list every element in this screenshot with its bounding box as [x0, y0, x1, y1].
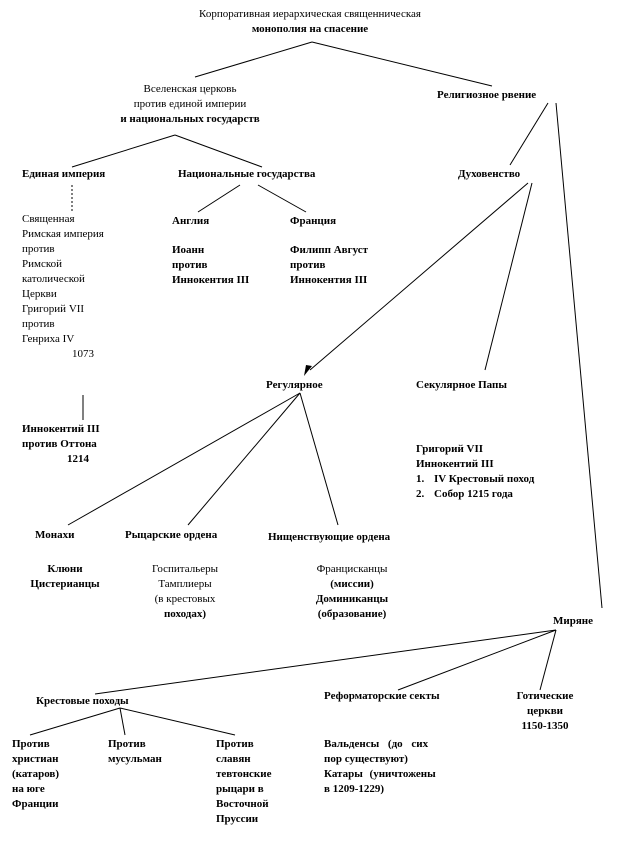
knights-line: Госпитальеры	[151, 563, 219, 575]
mendicant-line: (образование)	[317, 608, 387, 620]
crusade-line: Франции	[12, 798, 59, 810]
reform-details	[324, 737, 454, 797]
church-line3: и национальных государств	[120, 113, 260, 125]
connector-regular-mendicant	[300, 393, 338, 525]
popes-list	[416, 442, 534, 502]
knights-line: походах)	[163, 608, 207, 620]
connector-zeal-laity	[556, 103, 602, 608]
crusade-line: Восточной	[216, 798, 269, 810]
connector-root-church	[195, 42, 312, 77]
england-line: Иннокентия III	[172, 274, 250, 286]
connector-zeal-clergy	[510, 103, 548, 165]
pope-item	[416, 472, 534, 487]
empire-line: против	[22, 243, 55, 255]
pope-item-num: 2.	[416, 488, 425, 500]
connector-laity-reform	[398, 630, 556, 690]
laity-title: Миряне	[553, 615, 594, 627]
church-line2: против единой империи	[133, 98, 247, 110]
france-line: Иннокентия III	[290, 274, 368, 286]
crusade-line: Против	[108, 738, 146, 750]
mendicant-line: Францисканцы	[316, 563, 388, 575]
root-line1: Корпоративная иерархическая священническая	[199, 8, 421, 20]
connector-laity-crusades	[95, 630, 556, 694]
empire-line: против	[22, 318, 55, 330]
root-line2: монополия на спасение	[251, 23, 369, 35]
crusade-line: Пруссии	[216, 813, 259, 825]
monks-title: Монахи	[35, 529, 75, 541]
empire-details	[22, 212, 104, 362]
crusade-line: тевтонские	[216, 768, 272, 780]
france-line: против	[290, 259, 326, 271]
crusade-line: Против	[12, 738, 50, 750]
secular-clergy: Секулярное Папы	[416, 379, 507, 391]
empire-line: Григорий VII	[22, 303, 85, 315]
england-node	[172, 214, 249, 288]
church-line1: Вселенская церковь	[143, 83, 237, 95]
connector-laity-gothic	[540, 630, 556, 690]
reform-title: Реформаторские секты	[324, 690, 440, 702]
connector-national-france	[258, 185, 306, 212]
reform-line: Вальденсы (до сих	[324, 738, 429, 750]
connector-church-national	[175, 135, 262, 167]
religious-zeal-node: Религиозное рвение	[437, 89, 537, 101]
monks-line: Цистерианцы	[30, 578, 100, 590]
innocent-year: 1214	[67, 453, 89, 465]
gothic-line: церкви	[527, 705, 563, 717]
innocent-line: против Оттона	[22, 438, 97, 450]
connector-national-england	[198, 185, 240, 212]
gothic-line: Готические	[516, 690, 574, 702]
crusade-line: Против	[216, 738, 254, 750]
monks-details	[10, 562, 120, 592]
pope-item-text: Собор 1215 года	[434, 488, 513, 500]
reform-line: в 1209-1229)	[324, 783, 385, 795]
regular-clergy: Регулярное	[266, 379, 323, 391]
empire-line: Священная	[22, 213, 75, 225]
crusade-muslims	[108, 737, 162, 767]
mendicant-line: Доминиканцы	[315, 593, 389, 605]
connector-crusades-muslims	[120, 708, 125, 735]
crusade-christians	[12, 737, 59, 812]
england-title: Англия	[172, 215, 210, 227]
mendicant-title: Нищенствующие ордена	[268, 531, 391, 543]
national-title: Национальные государства	[178, 168, 316, 180]
pope-line: Иннокентий III	[416, 458, 494, 470]
monks-line: Клюни	[47, 563, 83, 575]
connector-root-zeal	[312, 42, 492, 86]
crusade-line: мусульман	[108, 753, 162, 765]
connector-regular-knights	[188, 393, 300, 525]
church-node	[80, 82, 300, 127]
france-line: Филипп Август	[290, 244, 369, 256]
reform-line: Катары (уничтожены	[324, 768, 436, 780]
empire-line: католической	[22, 273, 85, 285]
innocent-line: Иннокентий III	[22, 423, 100, 435]
crusade-line: славян	[216, 753, 251, 765]
connector-regular-monks	[68, 393, 300, 525]
knights-title: Рыцарские ордена	[125, 529, 218, 541]
knights-line: (в крестовых	[154, 593, 216, 605]
empire-line: Римской	[22, 258, 63, 270]
empire-year: 1073	[72, 348, 94, 360]
clergy-title: Духовенство	[458, 168, 521, 180]
england-line: против	[172, 259, 208, 271]
gothic-node	[500, 689, 590, 734]
crusade-line: рыцари в	[216, 783, 264, 795]
empire-line: Генриха IV	[22, 333, 75, 345]
pope-line: Григорий VII	[416, 443, 484, 455]
pope-item-num: 1.	[416, 473, 425, 485]
empire-line: Церкви	[22, 288, 57, 300]
crusade-slavs	[216, 737, 272, 827]
connector-church-empire	[72, 135, 175, 167]
crusades-title: Крестовые походы	[36, 695, 129, 707]
france-node	[290, 214, 368, 288]
connector-crusades-christians	[30, 708, 120, 735]
pope-item-text: IV Крестовый поход	[434, 473, 535, 485]
empire-title: Единая империя	[22, 168, 106, 180]
crusade-line: на юге	[12, 783, 45, 795]
england-line: Иоанн	[172, 244, 205, 256]
arrowhead-regular	[304, 365, 312, 376]
reform-line: пор существуют)	[324, 753, 408, 765]
knights-details	[130, 562, 240, 622]
mendicant-line: (миссии)	[330, 578, 374, 590]
connector-crusades-slavs	[120, 708, 235, 735]
root-node	[160, 7, 460, 37]
crusade-line: христиан	[12, 753, 59, 765]
empire-line: Римская империя	[22, 228, 104, 240]
mendicant-details	[297, 562, 407, 622]
gothic-line: 1150-1350	[521, 720, 569, 732]
france-title: Франция	[290, 215, 337, 227]
knights-line: Тамплиеры	[158, 578, 212, 590]
crusade-line: (катаров)	[12, 768, 60, 780]
innocent-vs-otto	[22, 422, 100, 467]
connector-clergy-secular	[485, 183, 532, 370]
pope-item	[416, 487, 534, 502]
